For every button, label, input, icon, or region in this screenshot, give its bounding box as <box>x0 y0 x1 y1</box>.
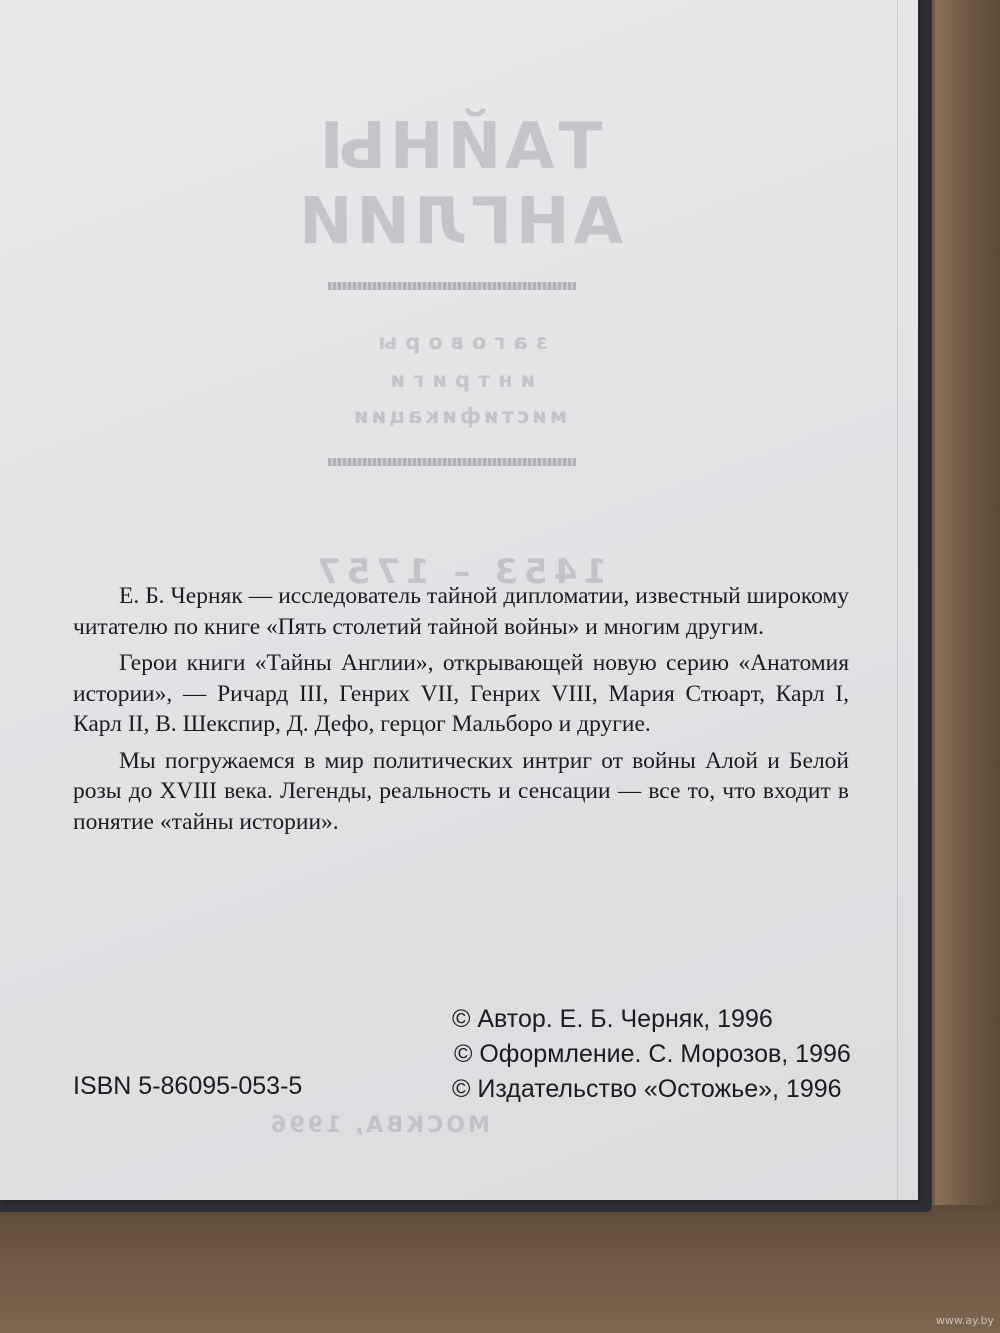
book-annotation <box>73 581 849 843</box>
site-watermark: www.ay.by <box>935 1314 994 1327</box>
bleed-title-line-1: ТАЙНЫ <box>315 110 603 184</box>
bleed-subtitle-line-3: мистификации <box>350 404 568 428</box>
annotation-paragraph-1: Е. Б. Черняк — исследователь тайной дипломатии, известный широкому читателю по книге «Пять столетий тайной войны» и многим другим. <box>73 583 849 640</box>
annotation-paragraph-2: Герои книги «Тайны Англии», открывающей новую серию «Анатомия истории», — Ричард III, Генрих VII, Генрих VIII, Мария Стюарт, Карл I, Карл II, В. Шекспир, Д. Дефо, герцог Мальборо и другие. <box>73 650 849 737</box>
table-surface-right <box>935 0 1000 1333</box>
copyright-publisher: © Издательство «Остожье», 1996 <box>452 1075 842 1103</box>
bleed-imprint: МОСКВА, 1996 <box>268 1113 490 1138</box>
bleed-years: 1453 – 1757 <box>311 552 607 592</box>
annotation-paragraph-3: Мы погружаемся в мир политических интриг от войны Алой и Белой розы до XVIII века. Легенды, реальность и сенсации — все то, что входит в понятие «тайны истории». <box>73 747 849 835</box>
copyright-author: © Автор. Е. Б. Черняк, 1996 <box>452 1005 773 1033</box>
copyright-block <box>452 1002 851 1107</box>
table-surface-bottom <box>0 1205 1000 1333</box>
bleed-ornament-rule-top <box>328 282 576 290</box>
bleed-subtitle-line-2: интриги <box>382 368 536 392</box>
bleed-subtitle-line-1: заговоры <box>370 330 548 354</box>
isbn-number: ISBN 5-86095-053-5 <box>73 1072 303 1100</box>
bleed-ornament-rule-bottom <box>328 458 576 466</box>
copyright-design: © Оформление. С. Морозов, 1996 <box>454 1040 851 1068</box>
bleed-title-line-2: АНГЛИИ <box>294 185 624 259</box>
